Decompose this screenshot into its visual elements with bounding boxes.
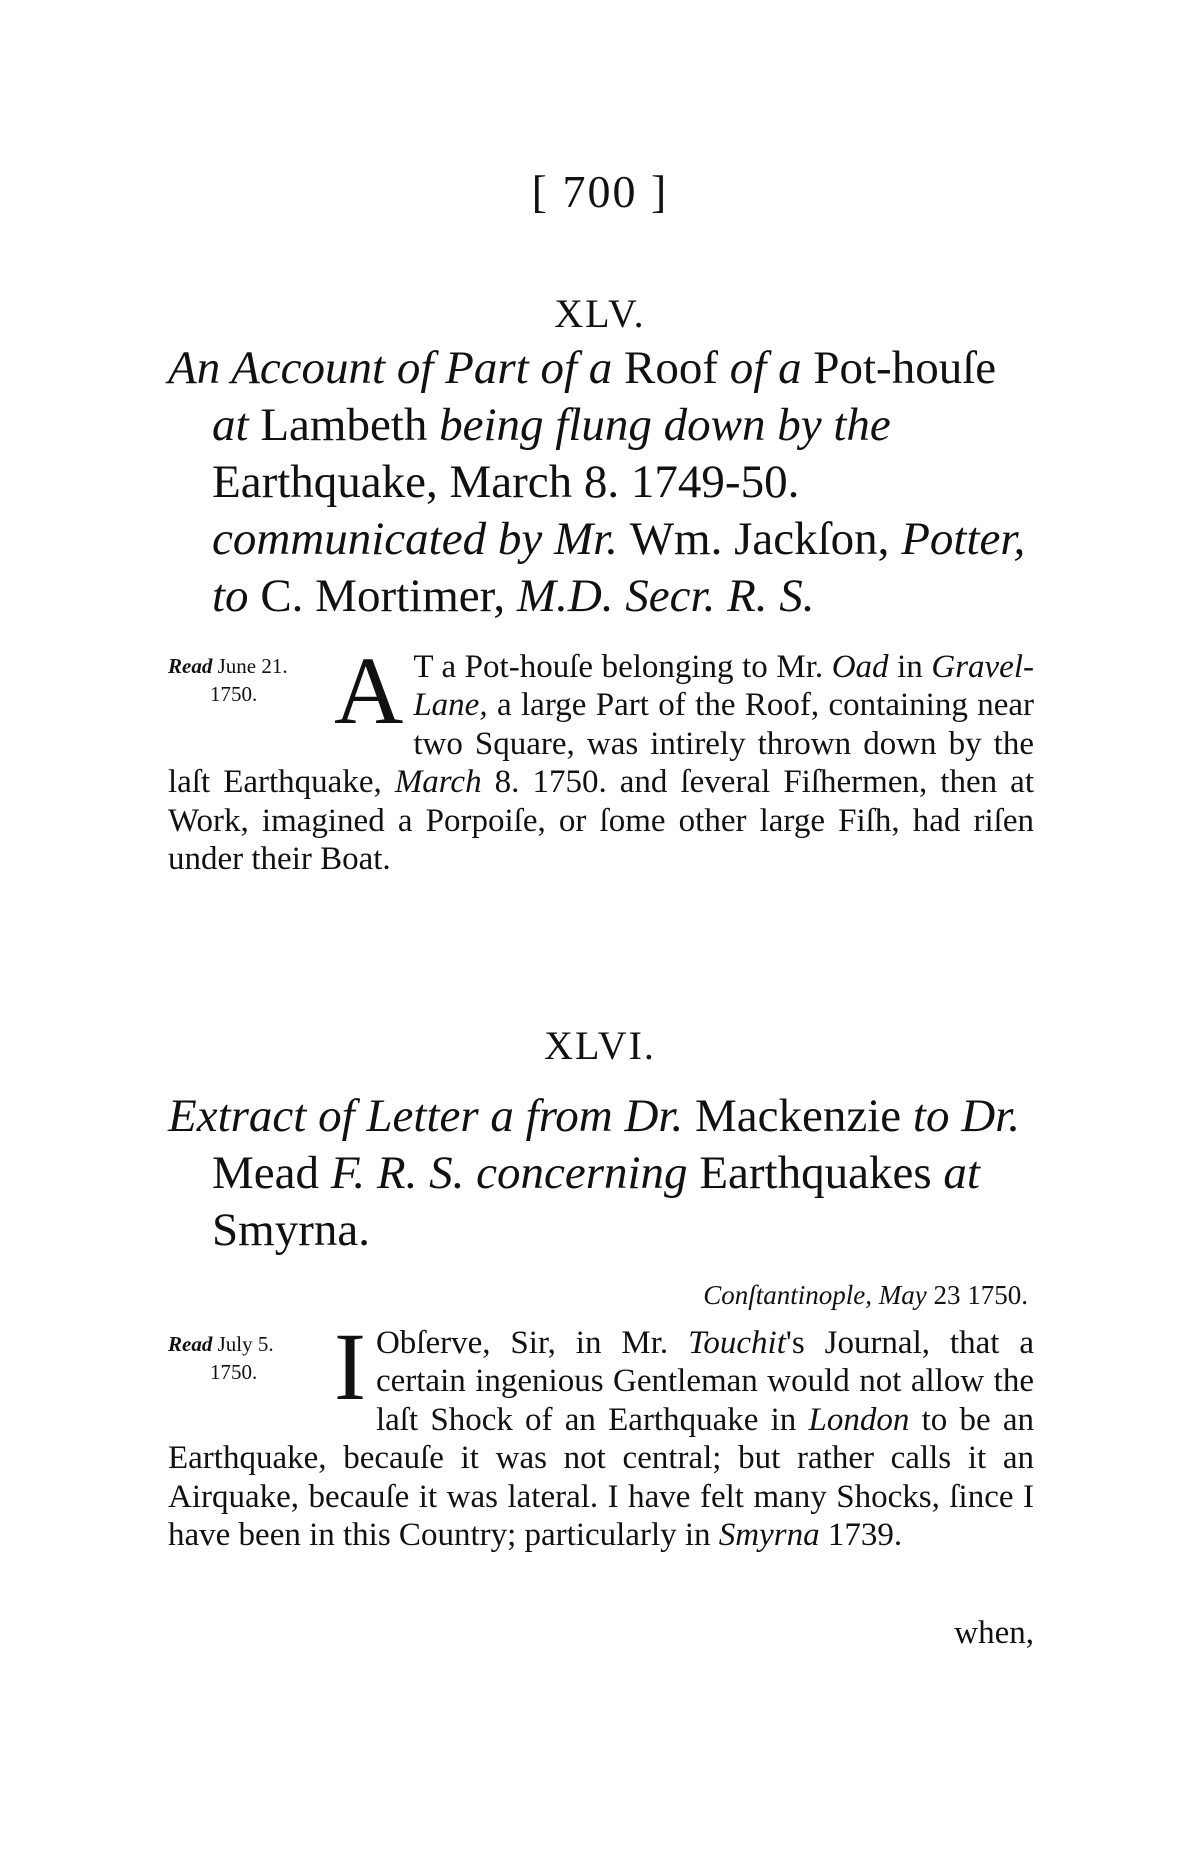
title-segment: communicated by Mr. [212,513,630,565]
body-segment: 's Journal, that a certain ingenious Gentleman would not allow the laſt Shock of an Earthquake in [375,1325,1034,1438]
title-segment: of [396,342,446,394]
read-year: 1750. [210,1360,258,1384]
title-segment: An Account [168,342,397,394]
letter-month: May [878,1280,927,1310]
title-segment: a [778,342,814,394]
body-segment: T a Pot-houſe belonging to Mr. [413,649,832,685]
read-date-note [168,652,288,708]
article-body [168,1313,1034,1554]
body-segment: to be an Earthquake, becauſe it was not central; but rather calls it an Airquake, becauſe it was lateral. I have felt many Shocks, ſince I have been in this Country; particularly in [168,1401,1034,1554]
article-title [168,340,1038,625]
article-title [168,1088,1038,1259]
body-segment: Touchit [688,1325,786,1361]
title-segment: of [540,342,589,394]
body-segment: a large Part of the Roof, containing near two Square, was intirely thrown down by the laſt Earthquake, [168,687,1034,801]
body-segment: March [394,764,495,801]
body-segment: Obſerve, Sir, in Mr. [375,1325,689,1361]
read-date: July 5. [217,1332,274,1356]
read-label: Read [168,1332,213,1356]
body-segment: Oad [831,649,898,685]
title-segment: Earthquake, March 8. 1749-50. [212,456,800,508]
title-segment: Earthquakes [699,1147,944,1199]
body-segment: in [897,649,932,685]
title-segment: to Dr. [912,1090,1020,1142]
title-segment: at [212,399,261,451]
letter-date: 23 1750. [933,1280,1028,1310]
page-number-header: [ 700 ] [531,166,669,217]
title-segment: Potter, [901,513,1026,565]
title-segment: Roof [624,342,730,394]
read-year: 1750. [210,682,258,706]
title-segment: C. Mortimer, [260,570,517,622]
title-segment: Mead [212,1147,331,1199]
article-number: XLVI. [544,1023,656,1068]
letter-place: Conſtantinople, [703,1280,873,1310]
drop-cap: I [334,1313,366,1420]
read-date: June 21. [217,654,288,678]
body-segment: London [808,1401,922,1438]
body-segment: 1739. [827,1517,903,1554]
read-date-note [168,1330,274,1386]
title-segment: M.D. Secr. R. S. [516,570,815,622]
article-number: XLV. [554,291,646,336]
title-segment: of [729,342,779,394]
article-body [168,637,1034,878]
catchword: when, [954,1615,1034,1651]
read-label: Read [168,654,213,678]
body-segment: Smyrna [718,1517,828,1554]
body-segment: 8. 1750. and ſeveral Fiſhermen, then at Work, imagined a Porpoiſe, or ſome other large Fiſh, had riſen under their Boat. [168,764,1034,878]
title-segment: F. R. S. concerning [330,1147,700,1199]
title-segment: being flung down by the [439,399,891,451]
title-segment: Mackenzie [694,1090,913,1142]
title-segment: at [943,1147,980,1199]
title-segment: a [588,342,625,394]
title-segment: Extract of Letter a from Dr. [168,1090,695,1142]
title-segment: to [212,570,261,622]
title-segment: Wm. Jackſon, [629,513,902,565]
body-segment: Gravel-Lane, [413,649,1034,724]
title-segment: Pot-houſe [813,342,997,394]
title-segment: Lambeth [260,399,440,451]
title-segment: Smyrna. [212,1204,370,1256]
drop-cap: A [334,637,404,744]
title-segment: Part [445,342,541,394]
letter-place-date [703,1280,1028,1311]
